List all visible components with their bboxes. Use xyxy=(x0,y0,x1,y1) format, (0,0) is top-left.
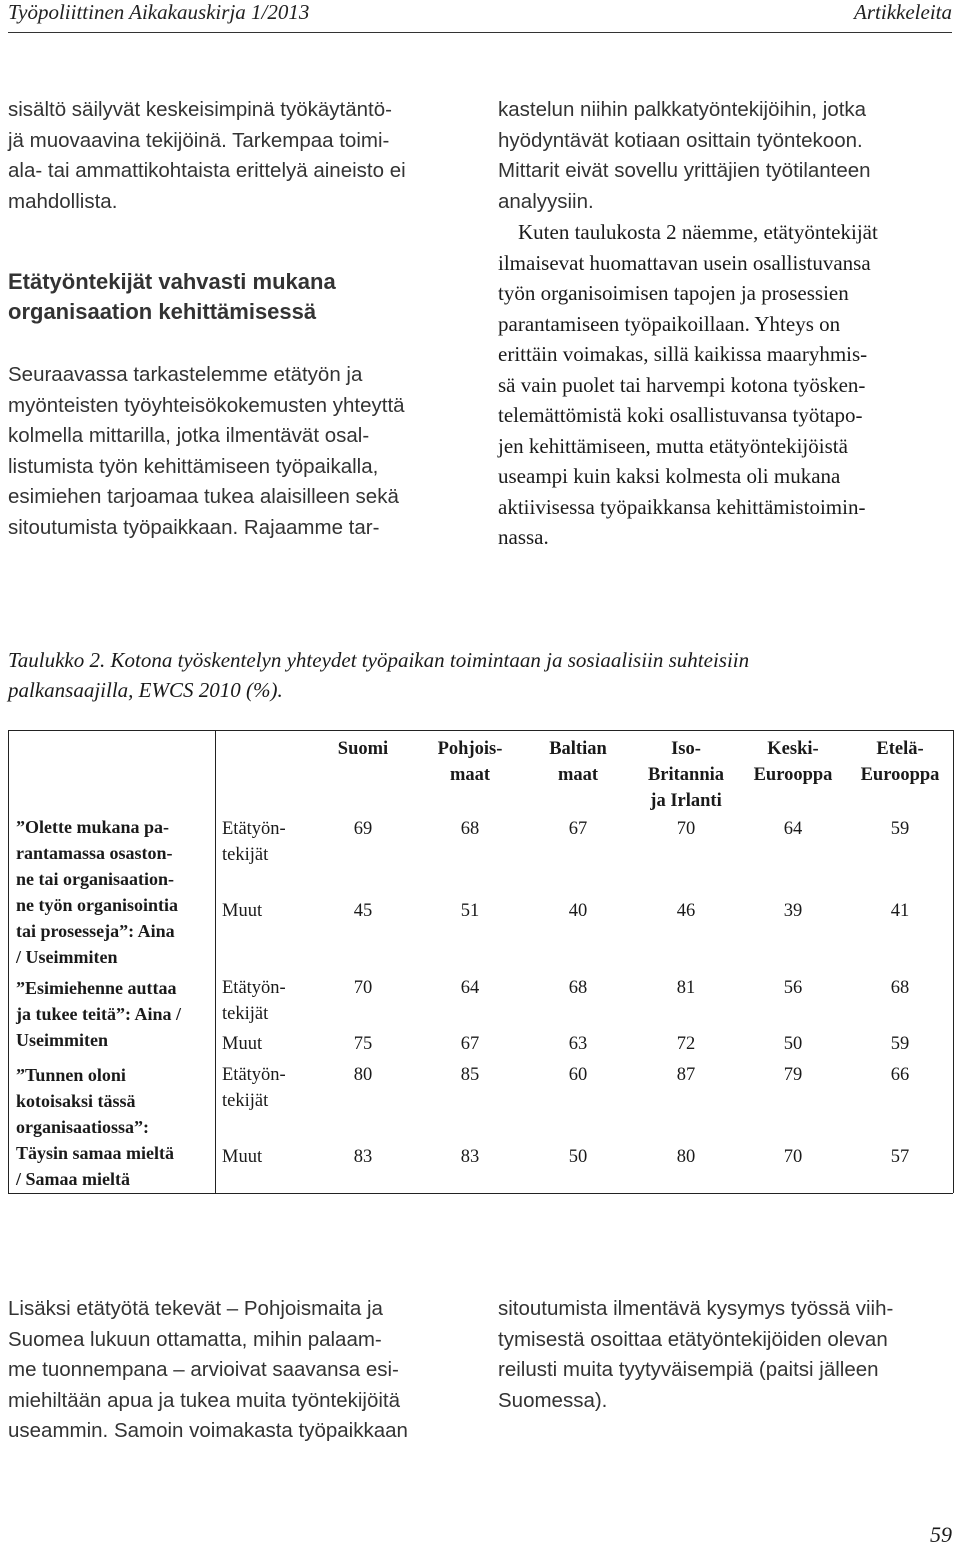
header-line: Eurooppa xyxy=(860,765,940,785)
group-line: tekijät xyxy=(222,1091,269,1111)
question-line: ”Tunnen oloni xyxy=(16,1065,126,1085)
table-cell: 81 xyxy=(676,978,696,998)
text-line: Mittarit eivät sovellu yrittäjien työtilanteen xyxy=(498,159,871,182)
table-cell: 68 xyxy=(890,978,910,998)
table-cell: 50 xyxy=(568,1147,588,1167)
header-line: Suomi xyxy=(337,739,389,759)
page-number: 59 xyxy=(930,1522,952,1547)
text-line: nassa. xyxy=(498,525,549,549)
table-cell: 41 xyxy=(890,901,910,921)
table-cell: 50 xyxy=(783,1034,803,1054)
question-line: ne työn organisointia xyxy=(16,895,179,915)
text-line: ala- tai ammattikohtaista erittelyä aineisto ei xyxy=(8,159,406,182)
text-line: myönteisten työyhteisökokemusten yhteyttä xyxy=(8,393,405,417)
table-cell: 68 xyxy=(460,819,480,839)
table-cell: 39 xyxy=(783,901,803,921)
column-header xyxy=(845,736,955,788)
top-right-column xyxy=(498,95,954,553)
header-line: maat xyxy=(449,765,491,785)
group-line: Etätyön- xyxy=(222,819,286,839)
table-top-border xyxy=(8,730,953,731)
table-cell: 67 xyxy=(568,819,588,839)
text-line: listumista työn kehittämiseen työpaikalla, xyxy=(8,454,379,478)
text-line: ilmaisevat huomattavan usein osallistuvansa xyxy=(498,250,871,275)
caption-line: Taulukko 2. Kotona työskentelyn yhteydet työpaikan toimintaan ja sosiaalisiin suhteisiin xyxy=(8,648,750,672)
question-label xyxy=(16,814,216,970)
section-heading xyxy=(8,267,463,327)
group-label xyxy=(222,975,312,1027)
table-cell: 45 xyxy=(353,901,373,921)
group-label xyxy=(222,898,312,924)
group-line: Muut xyxy=(222,1147,263,1167)
table-cell: 63 xyxy=(568,1034,588,1054)
bottom-right-column xyxy=(498,1294,954,1416)
text-line: reilusti muita tyytyväisempiä (paitsi jälleen xyxy=(498,1358,879,1381)
text-line: analyysiin. xyxy=(498,189,594,213)
table-cell: 68 xyxy=(568,978,588,998)
question-line: / Samaa mieltä xyxy=(16,1169,130,1189)
column-header xyxy=(631,736,741,814)
text-line: jä muovaavina tekijöinä. Tarkempaa toimi- xyxy=(8,128,390,152)
data-table xyxy=(8,730,953,1193)
question-line: Täysin samaa mieltä xyxy=(16,1143,175,1163)
column-header xyxy=(415,736,525,788)
text-line: kastelun niihin palkkatyöntekijöihin, jotka xyxy=(498,98,867,121)
top-left-column xyxy=(8,95,463,543)
header-line: Eurooppa xyxy=(753,765,833,785)
table-cell: 69 xyxy=(353,819,373,839)
text-line: erittäin voimakas, sillä kaikissa maaryhmis- xyxy=(498,342,868,366)
header-line: Pohjois- xyxy=(437,739,503,759)
table-cell: 51 xyxy=(460,901,480,921)
question-line: ”Esimiehenne auttaa xyxy=(16,978,177,998)
text-line: esimiehen tarjoamaa tukea alaisilleen sekä xyxy=(8,485,399,508)
group-line: Etätyön- xyxy=(222,978,286,998)
text-line: tymisestä osoittaa etätyöntekijöiden olevan xyxy=(498,1327,888,1351)
table-cell: 40 xyxy=(568,901,588,921)
header-line: Britannia xyxy=(647,765,725,785)
table-cell: 70 xyxy=(353,978,373,998)
header-line: Etelä- xyxy=(876,739,924,759)
table-cell: 66 xyxy=(890,1065,910,1085)
table-cell: 75 xyxy=(353,1034,373,1054)
text-line: useammin. Samoin voimakasta työpaikkaan xyxy=(8,1419,408,1442)
question-line: tai prosesseja”: Aina xyxy=(16,921,175,941)
text-line: Suomea lukuun ottamatta, mihin palaam- xyxy=(8,1327,382,1351)
group-line: Muut xyxy=(222,901,263,921)
table-cell: 70 xyxy=(676,819,696,839)
text-line: sitoutumista työpaikkaan. Rajaamme tar- xyxy=(8,515,380,539)
question-label xyxy=(16,1062,216,1192)
table-cell: 59 xyxy=(890,819,910,839)
table-cell: 64 xyxy=(783,819,803,839)
text-line: sitoutumista ilmentävä kysymys työssä viih- xyxy=(498,1297,894,1320)
table-left-border xyxy=(8,730,9,1193)
table-cell: 79 xyxy=(783,1065,803,1085)
question-line: organisaatiossa”: xyxy=(16,1117,150,1137)
header-rule xyxy=(8,32,952,33)
table-bottom-border xyxy=(8,1193,953,1194)
paragraph xyxy=(498,95,954,217)
text-line: sisältö säilyvät keskeisimpinä työkäytäntö- xyxy=(8,98,392,121)
text-line: useampi kuin kaksi kolmesta oli mukana xyxy=(498,464,841,488)
table-cell: 70 xyxy=(783,1147,803,1167)
bottom-left-column xyxy=(8,1294,463,1447)
table-cell: 46 xyxy=(676,901,696,921)
table-cell: 56 xyxy=(783,978,803,998)
group-label xyxy=(222,816,312,868)
paragraph xyxy=(8,360,463,543)
question-label xyxy=(16,975,216,1053)
group-line: tekijät xyxy=(222,845,269,865)
table-cell: 80 xyxy=(353,1065,373,1085)
table-cell: 57 xyxy=(890,1147,910,1167)
running-header xyxy=(8,0,952,32)
text-line: mahdollista. xyxy=(8,189,118,213)
table-cell: 87 xyxy=(676,1065,696,1085)
header-line: ja Irlanti xyxy=(650,791,722,811)
question-line: Useimmiten xyxy=(16,1030,108,1050)
text-line: Kuten taulukosta 2 näemme, etätyöntekijät xyxy=(518,220,878,244)
text-line: työn organisoimisen tapojen ja prosessien xyxy=(498,281,849,305)
header-line: Keski- xyxy=(767,739,819,759)
table-cell: 83 xyxy=(353,1147,373,1167)
group-label xyxy=(222,1062,312,1114)
question-line: ja tukee teitä”: Aina / xyxy=(16,1004,181,1024)
column-header xyxy=(523,736,633,788)
text-line: Seuraavassa tarkastelemme etätyön ja xyxy=(8,363,363,386)
group-label xyxy=(222,1144,312,1170)
table-cell: 83 xyxy=(460,1147,480,1167)
table-cell: 64 xyxy=(460,978,480,998)
text-line: parantamiseen työpaikoillaan. Yhteys on xyxy=(498,311,841,336)
column-header xyxy=(308,736,418,762)
question-line: / Useimmiten xyxy=(16,947,118,967)
table-cell: 72 xyxy=(676,1034,696,1054)
group-line: Muut xyxy=(222,1034,263,1054)
text-line: telemättömistä koki osallistuvansa työtapo- xyxy=(498,403,863,427)
table-cell: 67 xyxy=(460,1034,480,1054)
table-cell: 60 xyxy=(568,1065,588,1085)
question-line: rantamassa osaston- xyxy=(16,843,173,863)
column-header xyxy=(738,736,848,788)
text-line: sä vain puolet tai harvempi kotona työsken- xyxy=(498,372,866,397)
heading-line: Etätyöntekijät vahvasti mukana xyxy=(8,269,336,294)
journal-title: Työpoliittinen Aikakauskirja 1/2013 xyxy=(8,0,310,24)
question-line: ”Olette mukana pa- xyxy=(16,817,169,837)
table-cell: 85 xyxy=(460,1065,480,1085)
paragraph xyxy=(498,217,954,553)
group-line: Etätyön- xyxy=(222,1065,286,1085)
text-line: jen kehittämiseen, mutta etätyöntekijöistä xyxy=(498,433,848,458)
header-line: Baltian xyxy=(549,739,607,759)
header-line: Iso- xyxy=(671,739,701,759)
heading-line: organisaation kehittämisessä xyxy=(8,299,317,324)
text-line: Lisäksi etätyötä tekevät – Pohjoismaita ja xyxy=(8,1297,383,1320)
caption-line: palkansaajilla, EWCS 2010 (%). xyxy=(8,678,283,702)
text-line: kolmella mittarilla, jotka ilmentävät osal- xyxy=(8,424,370,447)
table-cell: 59 xyxy=(890,1034,910,1054)
question-line: kotoisaksi tässä xyxy=(16,1091,136,1111)
text-line: hyödyntävät kotiaan osittain työntekoon. xyxy=(498,128,863,152)
question-line: ne tai organisaation- xyxy=(16,869,175,889)
group-line: tekijät xyxy=(222,1004,269,1024)
text-line: me tuonnempana – arvioivat saavansa esi- xyxy=(8,1358,399,1381)
group-label xyxy=(222,1031,312,1057)
table-cell: 80 xyxy=(676,1147,696,1167)
header-line: maat xyxy=(557,765,599,785)
table-caption xyxy=(8,645,954,705)
text-line: aktiivisessa työpaikkansa kehittämistoimin- xyxy=(498,494,866,519)
paragraph xyxy=(8,95,463,217)
section-title: Artikkeleita xyxy=(854,0,952,24)
text-line: Suomessa). xyxy=(498,1388,608,1412)
table-right-border xyxy=(953,730,954,1193)
text-line: miehiltään apua ja tukea muita työntekijöitä xyxy=(8,1388,401,1412)
